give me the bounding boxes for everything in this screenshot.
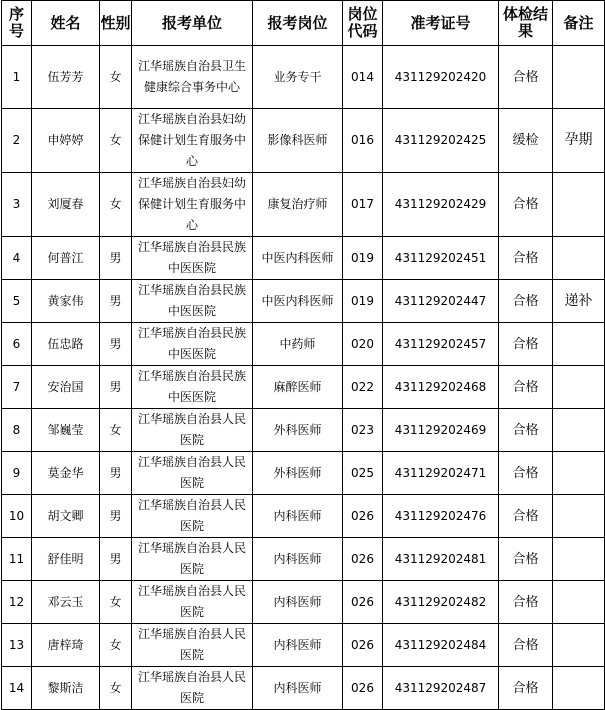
cell-unit: 江华瑶族自治县妇幼保健计划生育服务中心 (132, 173, 253, 237)
cell-unit: 江华瑶族自治县妇幼保健计划生育服务中心 (132, 109, 253, 173)
cell-gender: 男 (100, 280, 132, 323)
table-row (2, 667, 605, 710)
header-result: 体检结果 (499, 1, 553, 46)
cell-result: 合格 (499, 280, 553, 323)
table-row (2, 366, 605, 409)
table-row (2, 237, 605, 280)
cell-unit: 江华瑶族自治县人民医院 (132, 581, 253, 624)
cell-unit: 江华瑶族自治县人民医院 (132, 495, 253, 538)
cell-no: 2 (2, 109, 32, 173)
cell-code: 019 (343, 237, 383, 280)
cell-ticket: 431129202425 (383, 109, 499, 173)
cell-post: 中医内科医师 (253, 280, 343, 323)
cell-note (553, 173, 605, 237)
cell-no: 7 (2, 366, 32, 409)
cell-post: 中医内科医师 (253, 237, 343, 280)
cell-code: 016 (343, 109, 383, 173)
cell-ticket: 431129202469 (383, 409, 499, 452)
cell-unit: 江华瑶族自治县人民医院 (132, 538, 253, 581)
cell-result: 合格 (499, 46, 553, 109)
cell-result: 缓检 (499, 109, 553, 173)
table-row (2, 538, 605, 581)
cell-result: 合格 (499, 409, 553, 452)
header-ticket: 准考证号 (383, 1, 499, 46)
table-row (2, 495, 605, 538)
cell-code: 022 (343, 366, 383, 409)
cell-unit: 江华瑶族自治县民族中医医院 (132, 323, 253, 366)
cell-ticket: 431129202468 (383, 366, 499, 409)
cell-post: 外科医师 (253, 409, 343, 452)
cell-name: 邹巍莹 (32, 409, 100, 452)
cell-code: 020 (343, 323, 383, 366)
cell-ticket: 431129202457 (383, 323, 499, 366)
cell-code: 026 (343, 581, 383, 624)
table-row (2, 409, 605, 452)
cell-code: 026 (343, 667, 383, 710)
cell-unit: 江华瑶族自治县民族中医医院 (132, 280, 253, 323)
table-row (2, 581, 605, 624)
cell-result: 合格 (499, 667, 553, 710)
cell-result: 合格 (499, 173, 553, 237)
cell-ticket: 431129202481 (383, 538, 499, 581)
cell-ticket: 431129202429 (383, 173, 499, 237)
cell-gender: 男 (100, 366, 132, 409)
cell-post: 内科医师 (253, 581, 343, 624)
cell-note (553, 624, 605, 667)
cell-unit: 江华瑶族自治县人民医院 (132, 667, 253, 710)
table-row (2, 452, 605, 495)
cell-post: 内科医师 (253, 624, 343, 667)
header-gender: 性别 (100, 1, 132, 46)
cell-name: 邓云玉 (32, 581, 100, 624)
cell-gender: 男 (100, 323, 132, 366)
cell-note: 孕期 (553, 109, 605, 173)
cell-result: 合格 (499, 624, 553, 667)
cell-name: 申婷婷 (32, 109, 100, 173)
cell-result: 合格 (499, 237, 553, 280)
cell-ticket: 431129202484 (383, 624, 499, 667)
cell-ticket: 431129202471 (383, 452, 499, 495)
cell-name: 何普江 (32, 237, 100, 280)
cell-ticket: 431129202487 (383, 667, 499, 710)
cell-name: 安治国 (32, 366, 100, 409)
cell-gender: 女 (100, 409, 132, 452)
cell-note (553, 495, 605, 538)
cell-ticket: 431129202447 (383, 280, 499, 323)
cell-gender: 女 (100, 667, 132, 710)
cell-result: 合格 (499, 495, 553, 538)
cell-note (553, 667, 605, 710)
table-row (2, 280, 605, 323)
header-name: 姓名 (32, 1, 100, 46)
cell-no: 10 (2, 495, 32, 538)
cell-unit: 江华瑶族自治县人民医院 (132, 624, 253, 667)
cell-note (553, 237, 605, 280)
cell-code: 026 (343, 624, 383, 667)
cell-no: 13 (2, 624, 32, 667)
table-row (2, 323, 605, 366)
cell-note (553, 452, 605, 495)
cell-code: 014 (343, 46, 383, 109)
cell-gender: 男 (100, 495, 132, 538)
cell-gender: 男 (100, 538, 132, 581)
cell-no: 12 (2, 581, 32, 624)
cell-name: 唐梓琦 (32, 624, 100, 667)
cell-ticket: 431129202482 (383, 581, 499, 624)
cell-gender: 女 (100, 581, 132, 624)
cell-name: 莫金华 (32, 452, 100, 495)
cell-name: 黎斯洁 (32, 667, 100, 710)
cell-name: 舒佳明 (32, 538, 100, 581)
cell-code: 025 (343, 452, 383, 495)
cell-post: 影像科医师 (253, 109, 343, 173)
cell-gender: 女 (100, 46, 132, 109)
cell-result: 合格 (499, 538, 553, 581)
cell-ticket: 431129202451 (383, 237, 499, 280)
cell-gender: 女 (100, 624, 132, 667)
cell-no: 9 (2, 452, 32, 495)
exam-results-table (1, 0, 605, 710)
cell-name: 伍芳芳 (32, 46, 100, 109)
cell-result: 合格 (499, 323, 553, 366)
cell-note (553, 409, 605, 452)
cell-note (553, 366, 605, 409)
cell-note (553, 46, 605, 109)
cell-post: 中药师 (253, 323, 343, 366)
cell-post: 内科医师 (253, 667, 343, 710)
cell-no: 5 (2, 280, 32, 323)
header-row (2, 1, 605, 46)
cell-code: 019 (343, 280, 383, 323)
table-row (2, 46, 605, 109)
cell-unit: 江华瑶族自治县人民医院 (132, 409, 253, 452)
cell-no: 11 (2, 538, 32, 581)
cell-unit: 江华瑶族自治县卫生健康综合事务中心 (132, 46, 253, 109)
cell-post: 内科医师 (253, 495, 343, 538)
cell-code: 017 (343, 173, 383, 237)
cell-post: 麻醉医师 (253, 366, 343, 409)
cell-gender: 女 (100, 173, 132, 237)
cell-ticket: 431129202420 (383, 46, 499, 109)
cell-name: 胡文卿 (32, 495, 100, 538)
cell-post: 外科医师 (253, 452, 343, 495)
cell-post: 业务专干 (253, 46, 343, 109)
header-post: 报考岗位 (253, 1, 343, 46)
cell-post: 内科医师 (253, 538, 343, 581)
table-row (2, 173, 605, 237)
cell-note: 递补 (553, 280, 605, 323)
header-code: 岗位代码 (343, 1, 383, 46)
cell-gender: 男 (100, 452, 132, 495)
cell-no: 6 (2, 323, 32, 366)
cell-post: 康复治疗师 (253, 173, 343, 237)
cell-gender: 女 (100, 109, 132, 173)
cell-no: 4 (2, 237, 32, 280)
cell-ticket: 431129202476 (383, 495, 499, 538)
table-row (2, 109, 605, 173)
cell-unit: 江华瑶族自治县民族中医医院 (132, 366, 253, 409)
cell-result: 合格 (499, 581, 553, 624)
cell-gender: 男 (100, 237, 132, 280)
cell-no: 14 (2, 667, 32, 710)
cell-result: 合格 (499, 366, 553, 409)
table-row (2, 624, 605, 667)
cell-code: 026 (343, 538, 383, 581)
cell-unit: 江华瑶族自治县人民医院 (132, 452, 253, 495)
cell-note (553, 323, 605, 366)
cell-no: 1 (2, 46, 32, 109)
cell-result: 合格 (499, 452, 553, 495)
cell-no: 3 (2, 173, 32, 237)
cell-name: 刘厦春 (32, 173, 100, 237)
cell-name: 伍忠路 (32, 323, 100, 366)
cell-note (553, 538, 605, 581)
cell-code: 026 (343, 495, 383, 538)
cell-name: 黄家伟 (32, 280, 100, 323)
cell-code: 023 (343, 409, 383, 452)
cell-unit: 江华瑶族自治县民族中医医院 (132, 237, 253, 280)
header-no: 序号 (2, 1, 32, 46)
cell-no: 8 (2, 409, 32, 452)
cell-note (553, 581, 605, 624)
header-note: 备注 (553, 1, 605, 46)
header-unit: 报考单位 (132, 1, 253, 46)
